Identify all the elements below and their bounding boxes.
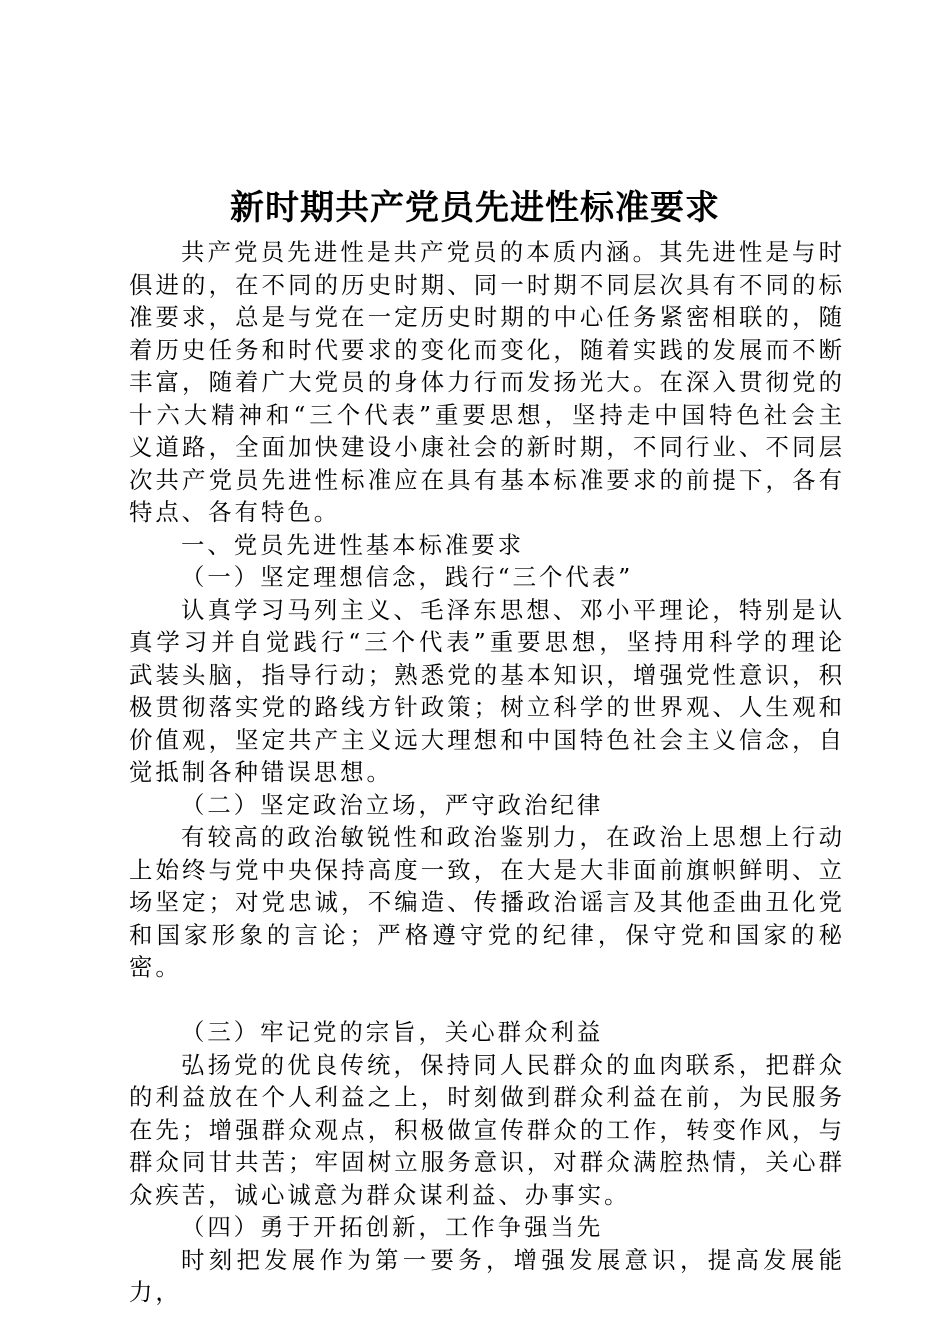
item-heading-3: （三）牢记党的宗旨，关心群众利益 xyxy=(181,1018,604,1046)
paragraph-spacer xyxy=(129,984,845,1017)
item-paragraph-4: 时刻把发展作为第一要务，增强发展意识，提高发展能力， xyxy=(129,1245,845,1306)
item-heading-1: （一）坚定理想信念，践行“三个代表” xyxy=(181,563,634,591)
intro-paragraph: 共产党员先进性是共产党员的本质内涵。其先进性是与时俱进的，在不同的历史时期、同一时期不同层次具有不同的标准要求，总是与党在一定历史时期的中心任务紧密相联的，随着历史任务和时代要求的变化而变化，随着实践的发展而不断丰富，随着广大党员的身体力行而发扬光大。在深入贯彻党的十六大精神和“三个代表”重要思想，坚持走中国特色社会主义道路，全面加快建设小康社会的新时期，不同行业、不同层次共产党员先进性标准应在具有基本标准要求的前提下，各有特点、各有特色。 xyxy=(129,238,845,526)
item-heading-4: （四）勇于开拓创新，工作争强当先 xyxy=(181,1213,604,1241)
item-heading-2: （二）坚定政治立场，严守政治纪律 xyxy=(181,790,604,819)
section-heading: 一、党员先进性基本标准要求 xyxy=(181,530,525,559)
item-paragraph-1: 认真学习马列主义、毛泽东思想、邓小平理论，特别是认真学习并自觉践行“三个代表”重要思想，坚持用科学的理论武装头脑，指导行动；熟悉党的基本知识，增强党性意识，积极贯彻落实党的路线方针政策；树立科学的世界观、人生观和价值观，坚定共产主义远大理想和中国特色社会主义信念，自觉抵制各种错误思想。 xyxy=(129,595,845,786)
item-paragraph-3: 弘扬党的优良传统，保持同人民群众的血肉联系，把群众的利益放在个人利益之上，时刻做到群众利益在前，为民服务在先；增强群众观点，积极做宣传群众的工作，转变作风，与群众同甘共苦；牢固树立服务意识，对群众满腔热情，关心群众疾苦，诚心诚意为群众谋利益、办事实。 xyxy=(129,1050,845,1209)
document-body xyxy=(129,236,845,1309)
document-title: 新时期共产党员先进性标准要求 xyxy=(230,188,720,228)
item-paragraph-2: 有较高的政治敏锐性和政治鉴别力，在政治上思想上行动上始终与党中央保持高度一致，在大是大非面前旗帜鲜明、立场坚定；对党忠诚，不编造、传播政治谣言及其他歪曲丑化党和国家形象的言论；严格遵守党的纪律，保守党和国家的秘密。 xyxy=(129,823,845,981)
